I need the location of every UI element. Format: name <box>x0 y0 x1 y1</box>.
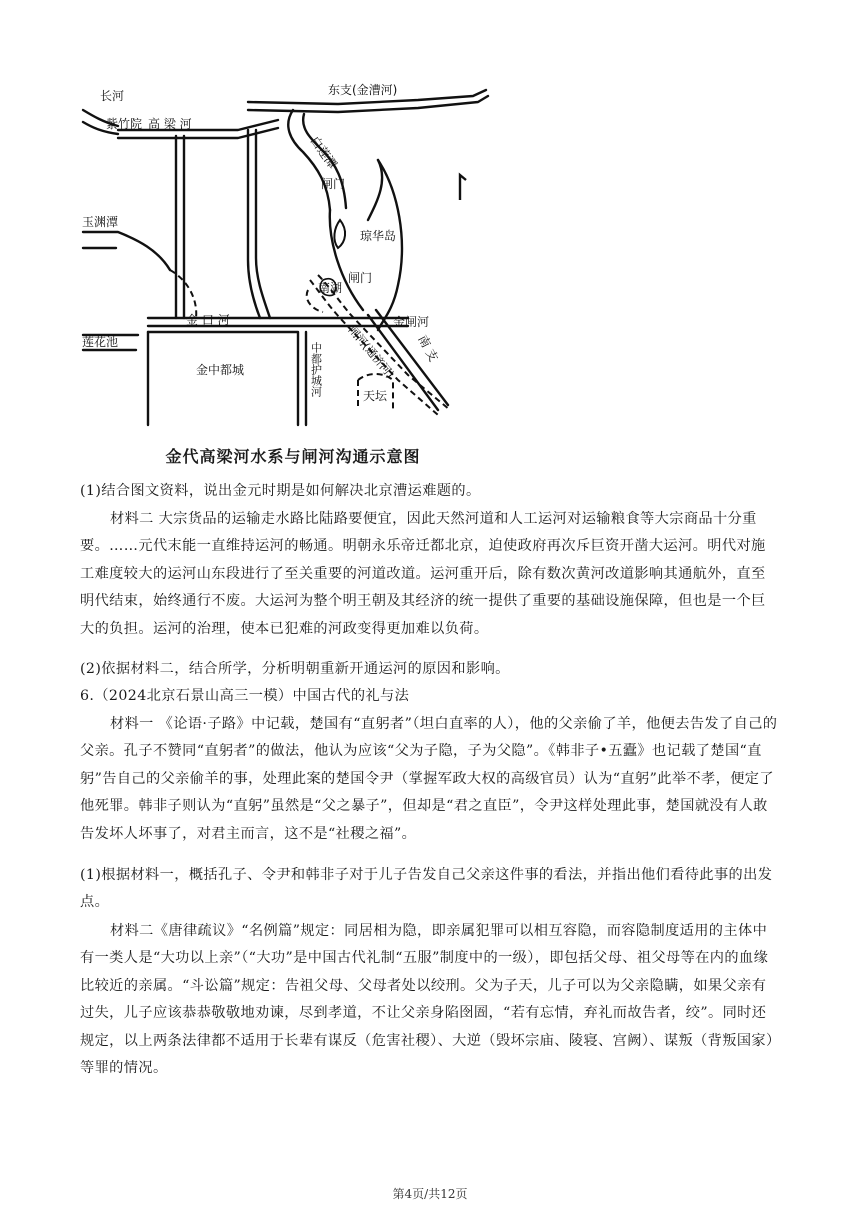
label-jinzha: 金闸河 <box>393 315 430 329</box>
label-qionghua: 琼华岛 <box>360 229 397 243</box>
question-6-title: 6.（2024北京石景山高三一模）中国古代的礼与法 <box>80 688 410 704</box>
label-dongzhi: 东支(金漕河) <box>328 83 398 97</box>
label-baifuyan: 白莲潭 <box>307 133 340 172</box>
label-zhahe: 闸河(通济河) <box>345 323 397 381</box>
label-gaoliang: 高 梁 河 <box>148 117 192 131</box>
canal-map <box>78 80 508 435</box>
label-zhamen1: 闸门 <box>321 177 346 191</box>
label-jinzhongdu: 金中都城 <box>196 363 245 377</box>
page-footer: 第4页/共12页 <box>392 1187 468 1201</box>
material-2: 材料二 大宗货品的运输走水路比陆路要便宜，因此天然河道和人工运河对运输粮食等大宗商品十分重要。……元代末能一直维持运河的畅通。明朝永乐帝迁都北京，迫使政府再次斥巨资开凿大运河。明代对施工难度较大的运河山东段进行了至关重要的河道改道。运河重开后，除有数次黄河改道影响其通航外，直至明代结束，始终通行不废。大运河为整个明王朝及其经济的统一提供了重要的基础设施保障，但也是一个巨大的负担。运河的治理，使本已犯难的河政变得更加难以负荷。 <box>80 511 766 637</box>
label-nanhu: 南湖 <box>318 281 343 295</box>
label-lianhuachi: 莲花池 <box>82 335 119 349</box>
label-jinkou: 金 口 河 <box>186 313 230 327</box>
label-tiantan: 天坛 <box>363 389 388 403</box>
question-2: (2)依据材料二，结合所学，分析明朝重新开通运河的原因和影响。 <box>80 661 510 677</box>
material-6-1: 材料一 《论语·子路》中记载，楚国有“直躬者”（坦白直率的人），他的父亲偷了羊，他便去告发了自己的父亲。孔子不赞同“直躬者”的做法，他认为应该“父为子隐，子为父隐”。《韩非子•五蠹》也记载了楚国“直躬”告自己的父亲偷羊的事，处理此案的楚国令尹（掌握军政大权的高级官员）认为“直躬”此举不孝，便定了他死罪。韩非子则认为“直躬”虽然是“父之暴子”，但却是“君之直臣”，令尹这样处理此事，楚国就没有人敢告发坏人坏事了，对君主而言，这不是“社稷之福”。 <box>80 716 778 842</box>
map-caption: 金代高梁河水系与闸河沟通示意图 <box>165 447 421 466</box>
label-huchenghe: 中都护城河 <box>309 342 323 397</box>
label-nanzhi: 南 支 <box>415 332 441 364</box>
label-changhe: 长河 <box>100 89 125 103</box>
question-6-1: (1)根据材料一，概括孔子、令尹和韩非子对于儿子告发自己父亲这件事的看法，并指出他们看待此事的出发点。 <box>80 867 773 911</box>
label-yuyuantan: 玉渊潭 <box>82 215 119 229</box>
question-1: (1)结合图文资料，说出金元时期是如何解决北京漕运难题的。 <box>80 483 481 499</box>
label-zhamen2: 闸门 <box>348 271 373 285</box>
material-6-2: 材料二《唐律疏议》“名例篇”规定：同居相为隐，即亲属犯罪可以相互容隐，而容隐制度适用的主体中有一类人是“大功以上亲”（“大功”是中国古代礼制“五服”制度中的一级），即包括父母、祖父母等在内的血缘比较近的亲属。“斗讼篇”规定：告祖父母、父母者处以绞刑。父为子天，儿子可以为父亲隐瞒，如果父亲有过失，儿子应该恭恭敬敬地劝谏，尽到孝道，不让父亲身陷囹圄，“若有忘情，弃礼而故告者，绞”。同时还规定，以上两条法律都不适用于长辈有谋反（危害社稷）、大逆（毁坏宗庙、陵寝、宫阙）、谋叛（背叛国家）等罪的情况。 <box>80 923 774 1077</box>
label-zizhuyuan: 紫竹院 <box>106 117 143 131</box>
